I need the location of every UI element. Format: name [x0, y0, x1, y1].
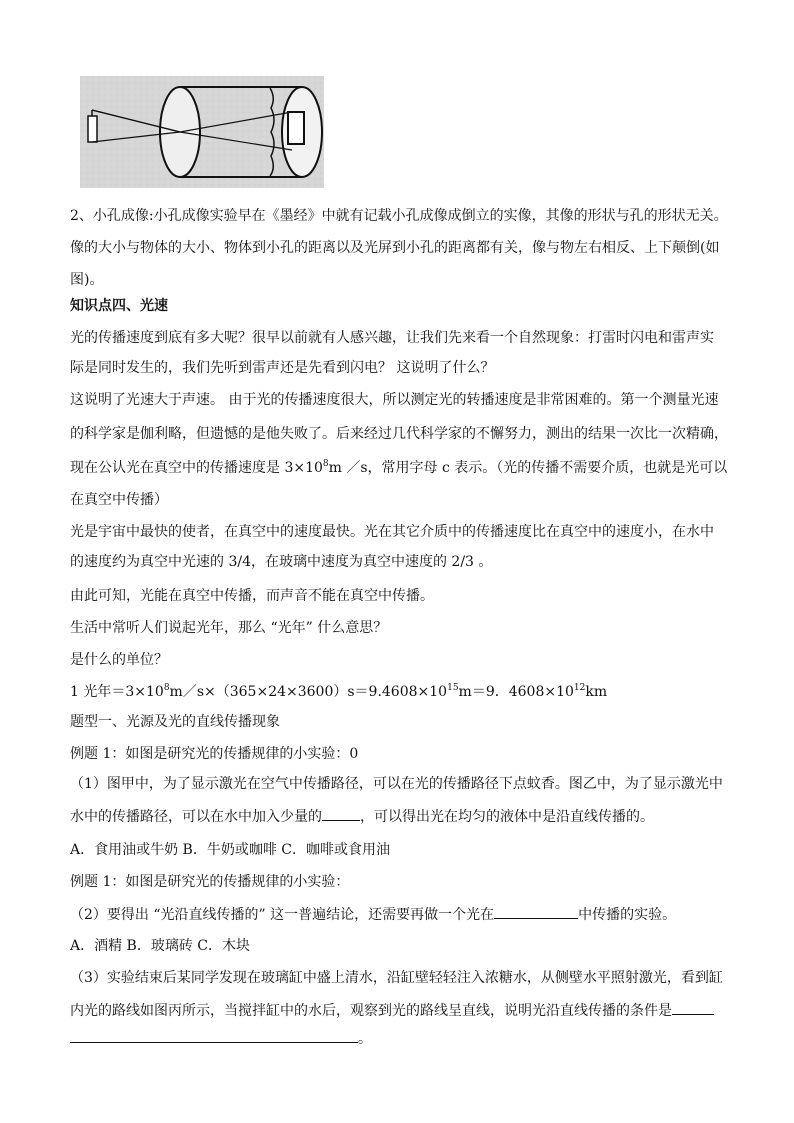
- answer-blank[interactable]: [494, 904, 578, 919]
- paragraph-line: 际是同时发生的，我们先听到雷声还是先看到闪电？ 这说明了什么？: [70, 360, 495, 376]
- paragraph-line: 像的大小与物体的大小、物体到小孔的距离以及光屏到小孔的距离都有关，像与物左右相反、上下颠倒(如: [70, 240, 720, 256]
- question-line: （3）实验结束后某同学发现在玻璃缸中盛上清水，沿缸壁轻轻注入浓糖水，从侧壁水平照射激光，看到缸: [70, 970, 723, 986]
- answer-options: A．酒精 B．玻璃砖 C．木块: [70, 938, 251, 954]
- paragraph-line: 的速度约为真空中光速的 3/4，在玻璃中速度为真空中速度的 2/3 。: [70, 554, 493, 570]
- answer-blank[interactable]: [70, 1028, 358, 1043]
- question-line: [70, 1000, 714, 1021]
- question-line: （1）图甲中，为了显示激光在空气中传播路径，可以在光的传播路径下点蚊香。图乙中，为了显示激光中: [70, 776, 723, 792]
- answer-blank[interactable]: [322, 806, 360, 821]
- text-run: 内光的路线如图丙所示，当搅拌缸中的水后，观察到光的路线呈直线，说明光沿直线传播的条件是: [70, 1003, 672, 1019]
- text-run: km: [585, 684, 608, 700]
- paragraph-line: 是什么的单位？: [70, 652, 168, 668]
- text-run: ，可以得出光在均匀的液体中是沿直线传播的。: [360, 809, 654, 825]
- text-run: m＝9．4608×10: [458, 684, 574, 700]
- text-run: （2）要得出 “光沿直线传播的” 这一普遍结论，还需要再做一个光在: [70, 907, 495, 923]
- question-line: [70, 904, 676, 925]
- section-heading: 知识点四、光速: [70, 298, 168, 314]
- paragraph-line: 光的传播速度到底有多大呢？很早以前就有人感兴趣，让我们先来看一个自然现象：打雷时闪电和雷声实: [70, 330, 714, 346]
- paragraph-line: 由此可知，光能在真空中传播，而声音不能在真空中传播。: [70, 588, 434, 604]
- text-run: 1 光年＝3×10: [70, 684, 164, 700]
- paragraph-line: 2、小孔成像:小孔成像实验早在《墨经》中就有记载小孔成像成倒立的实像，其像的形状与孔的形状无关。: [70, 208, 728, 224]
- example-title: 例题 1：如图是研究光的传播规律的小实验：0: [70, 746, 359, 762]
- topic-title: 题型一、光源及光的直线传播现象: [70, 714, 280, 730]
- light-year-formula: [70, 682, 607, 702]
- exponent: 12: [573, 683, 586, 693]
- exponent: 8: [322, 459, 329, 469]
- text-run: 。: [358, 1031, 372, 1047]
- question-line: [70, 806, 654, 827]
- paragraph-line: 生活中常听人们说起光年，那么 “光年” 什么意思？: [70, 620, 388, 636]
- text-run: m ／s，常用字母 c 表示。（光的传播不需要介质，也就是光可以: [328, 460, 728, 476]
- light-speed-line: [70, 458, 727, 478]
- text-run: 现在公认光在真空中的传播速度是 3×10: [70, 460, 323, 476]
- exponent: 15: [447, 683, 459, 693]
- paragraph-line: 图)。: [70, 272, 104, 288]
- paragraph-line: 在真空中传播）: [70, 492, 168, 508]
- example-title: 例题 1：如图是研究光的传播规律的小实验：: [70, 874, 350, 890]
- exponent: 8: [163, 683, 170, 693]
- text-run: 水中的传播路径，可以在水中加入少量的: [70, 809, 322, 825]
- text-run: m／s×（365×24×3600）s＝9.4608×10: [169, 684, 448, 700]
- answer-options: A．食用油或牛奶 B．牛奶或咖啡 C．咖啡或食用油: [70, 842, 391, 858]
- answer-blank[interactable]: [672, 1000, 714, 1015]
- paragraph-line: 光是宇宙中最快的使者，在真空中的速度最快。光在其它介质中的传播速度比在真空中的速度小，在水中: [70, 524, 714, 540]
- paragraph-line: 的科学家是伽利略，但遗憾的是他失败了。后来经过几代科学家的不懈努力，测出的结果一次比一次精确，: [70, 426, 728, 442]
- pinhole-camera-figure: [80, 76, 324, 188]
- question-line: [70, 1028, 372, 1049]
- paragraph-line: 这说明了光速大于声速。 由于光的传播速度很大，所以测定光的转播速度是非常困难的。第一个测量光速: [70, 392, 719, 408]
- text-run: 中传播的实验。: [578, 907, 677, 923]
